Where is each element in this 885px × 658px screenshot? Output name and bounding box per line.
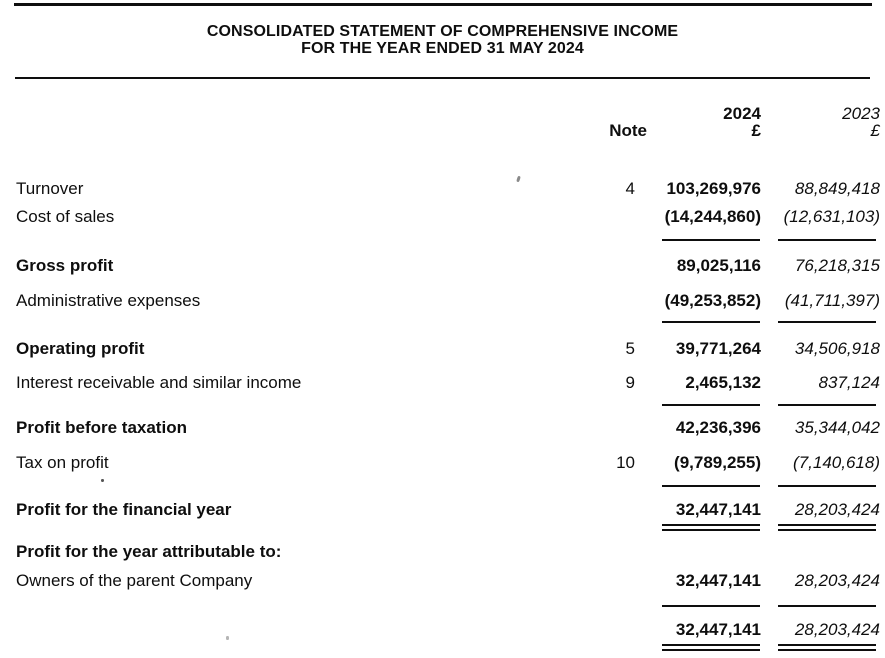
scan-artifact: [226, 636, 229, 640]
value-2023: 837,124: [818, 373, 880, 392]
row-gross-profit: [16, 252, 880, 280]
row-cost-of-sales: [16, 203, 880, 231]
row-tax-on-profit: [16, 449, 880, 477]
column-header-current-year: 2024: [723, 104, 761, 123]
value-2024: 89,025,116: [676, 256, 761, 275]
row-label: Operating profit: [16, 339, 145, 358]
row-label: Gross profit: [16, 256, 114, 275]
scan-artifact: [101, 479, 104, 482]
statement-table: [0, 105, 885, 651]
row-label: Turnover: [16, 179, 84, 198]
column-header-note: Note: [609, 121, 647, 140]
sum-rule-2024: [662, 605, 760, 607]
sum-rule-row: [16, 404, 880, 406]
row-profit-before-taxation: [16, 414, 880, 442]
value-2023: 34,506,918: [794, 339, 880, 358]
sum-rule-2023: [778, 485, 876, 487]
currency-symbol-prior: £: [870, 121, 880, 140]
column-header-prior-year: 2023: [842, 104, 880, 123]
note-ref: 5: [625, 339, 635, 358]
column-header-row-units: [16, 122, 880, 139]
value-2024: 32,447,141: [675, 620, 761, 639]
top-border-line: [14, 3, 872, 6]
sum-rule-row: [16, 321, 880, 323]
row-label: Profit for the year attributable to:: [16, 542, 282, 561]
value-2023: 88,849,418: [794, 179, 880, 198]
row-label: Profit for the financial year: [16, 500, 232, 519]
value-2023: 28,203,424: [794, 620, 880, 639]
total-double-rule-2024: [662, 644, 760, 651]
row-label: Cost of sales: [16, 207, 115, 226]
sum-rule-2024: [662, 404, 760, 406]
row-interest-receivable: [16, 369, 880, 397]
note-ref: 10: [616, 453, 635, 472]
sum-rule-2023: [778, 404, 876, 406]
sum-rule-2024: [662, 321, 760, 323]
value-2024: 42,236,396: [675, 418, 761, 437]
title-line-1: CONSOLIDATED STATEMENT OF COMPREHENSIVE INCOME: [206, 23, 679, 40]
document-title: [0, 23, 885, 57]
row-label: Owners of the parent Company: [16, 571, 253, 590]
sum-rule-2023: [778, 321, 876, 323]
value-2024: (49,253,852): [664, 291, 761, 310]
value-2023: 28,203,424: [794, 500, 880, 519]
title-line-2: FOR THE YEAR ENDED 31 MAY 2024: [301, 40, 584, 57]
row-owners-of-parent: [16, 567, 880, 595]
value-2024: 39,771,264: [675, 339, 761, 358]
total-double-rule-2024: [662, 524, 760, 531]
header-divider-line: [15, 77, 870, 79]
note-ref: 4: [625, 179, 635, 198]
row-label: Administrative expenses: [16, 291, 201, 310]
row-profit-for-financial-year: [16, 496, 880, 524]
row-total-attributable: [16, 616, 880, 644]
column-header-row-years: [16, 105, 880, 122]
value-2024: (14,244,860): [664, 207, 761, 226]
value-2023: (12,631,103): [783, 207, 880, 226]
row-operating-profit: [16, 335, 880, 363]
note-ref: 9: [625, 373, 635, 392]
sum-rule-2024: [662, 485, 760, 487]
row-administrative-expenses: [16, 287, 880, 315]
row-turnover: [16, 175, 880, 203]
value-2024: 32,447,141: [675, 571, 761, 590]
total-double-rule-2023: [778, 644, 876, 651]
value-2023: 28,203,424: [794, 571, 880, 590]
sum-rule-2023: [778, 605, 876, 607]
sum-rule-2024: [662, 239, 760, 241]
row-attributable-heading: [16, 538, 880, 566]
row-label: Interest receivable and similar income: [16, 373, 302, 392]
value-2024: 2,465,132: [685, 373, 761, 392]
value-2023: 76,218,315: [794, 256, 880, 275]
value-2023: (7,140,618): [793, 453, 880, 472]
row-label: Tax on profit: [16, 453, 109, 472]
value-2023: (41,711,397): [784, 291, 880, 310]
value-2024: 32,447,141: [675, 500, 761, 519]
sum-rule-2023: [778, 239, 876, 241]
row-label: Profit before taxation: [16, 418, 187, 437]
value-2023: 35,344,042: [794, 418, 880, 437]
currency-symbol-current: £: [751, 121, 761, 140]
value-2024: (9,789,255): [674, 453, 761, 472]
value-2024: 103,269,976: [666, 179, 761, 198]
total-double-rule-row: [16, 644, 880, 651]
sum-rule-row: [16, 605, 880, 607]
sum-rule-row: [16, 485, 880, 487]
total-double-rule-2023: [778, 524, 876, 531]
total-double-rule-row: [16, 524, 880, 531]
sum-rule-row: [16, 239, 880, 241]
